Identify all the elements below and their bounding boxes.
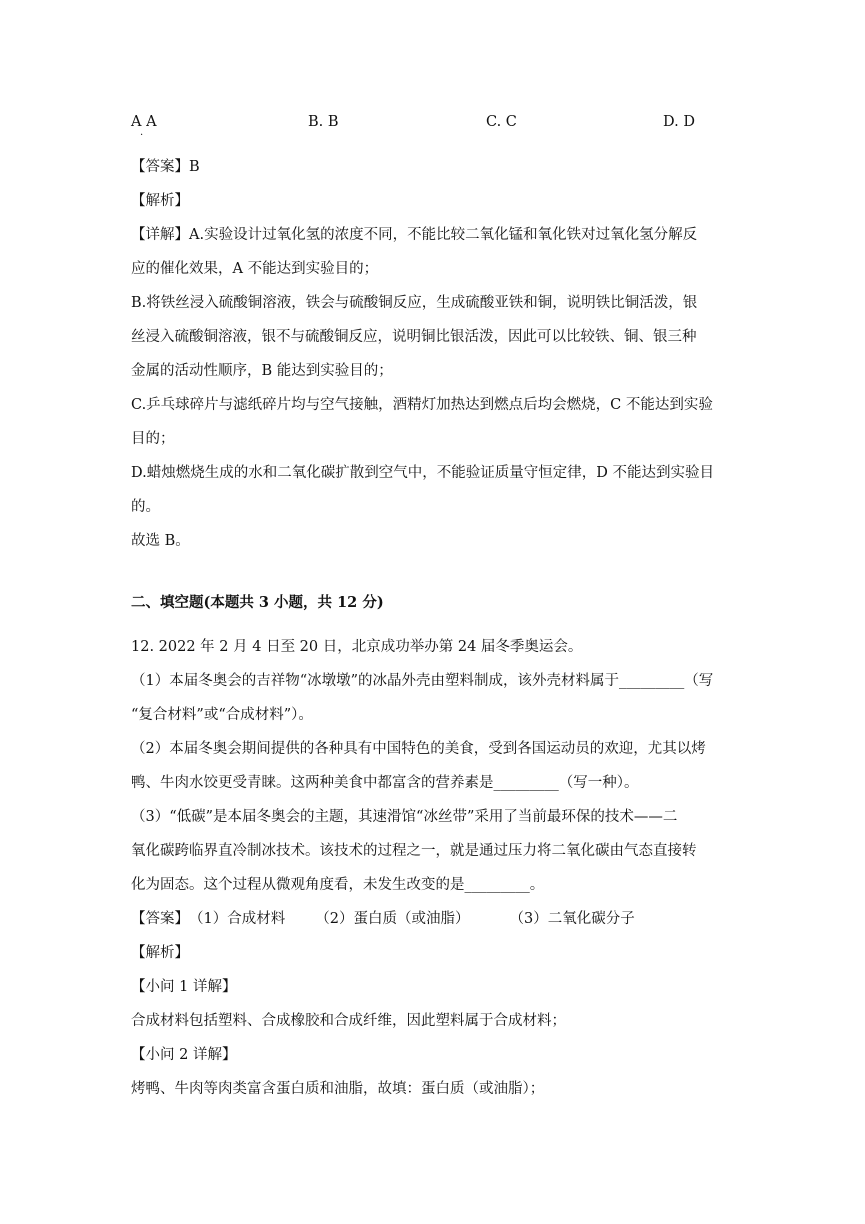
q12-line: （1）本届冬奥会的吉祥物“冰墩墩”的冰晶外壳由塑料制成，该外壳材料属于_________（写: [131, 673, 714, 689]
q12-stem: 12. 2022 年 2 月 4 日至 20 日，北京成功举办第 24 届冬季奥运会。: [131, 639, 583, 655]
q11-analysis-line: 丝浸入硫酸铜溶液，银不与硫酸铜反应，说明铜比银活泼，因此可以比较铁、铜、银三种: [131, 329, 697, 345]
q11-analysis-line: D.蜡烛燃烧生成的水和二氧化碳扩散到空气中，不能验证质量守恒定律，D 不能达到实验目: [131, 465, 714, 481]
q12-line: 鸭、牛肉水饺更受青睐。这两种美食中都富含的营养素是_________（写一种）。: [131, 775, 639, 791]
q12-line: “复合材料”或“合成材料”）。: [131, 707, 313, 723]
option-a: A A: [131, 114, 157, 130]
q11-analysis-line: 【详解】A.实验设计过氧化氢的浓度不同，不能比较二氧化锰和氧化铁对过氧化氢分解反: [131, 227, 698, 243]
q11-answer: 【答案】B: [131, 159, 200, 175]
option-b: B. B: [308, 114, 339, 130]
q12-line: 氧化碳跨临界直冷制冰技术。该技术的过程之一，就是通过压力将二氧化碳由气态直接转: [131, 843, 697, 859]
q12-line: 化为固态。这个过程从微观角度看，未发生改变的是_________。: [131, 877, 545, 893]
q11-analysis-line: C.乒乓球碎片与滤纸碎片均与空气接触，酒精灯加热达到燃点后均会燃烧，C 不能达到实验: [131, 397, 713, 413]
section-title: 二、填空题(本题共 3 小题，共 12 分): [131, 594, 384, 611]
option-c: C. C: [486, 114, 517, 130]
option-d: D. D: [663, 114, 695, 130]
q12-answer-3: （3）二氧化碳分子: [509, 911, 635, 927]
q12-answer-row: [131, 909, 741, 929]
q11-analysis-line: 的。: [131, 499, 160, 515]
q12-answer-2: （2）蛋白质（或油脂）: [315, 911, 470, 927]
q11-analysis-line: 目的；: [131, 431, 175, 447]
q11-conclusion: 故选 B。: [131, 533, 190, 549]
q12-line: （2）本届冬奥会期间提供的各种具有中国特色的美食，受到各国运动员的欢迎，尤其以烤: [131, 741, 706, 757]
q12-sub1-heading: 【小问 1 详解】: [131, 979, 237, 995]
q11-analysis-line: 应的催化效果，A 不能达到实验目的；: [131, 261, 379, 277]
q12-sub2-heading: 【小问 2 详解】: [131, 1047, 237, 1063]
q11-analysis-line: B.将铁丝浸入硫酸铜溶液，铁会与硫酸铜反应，生成硫酸亚铁和铜，说明铁比铜活泼，银: [131, 295, 698, 311]
q12-line: （3）“低碳”是本届冬奥会的主题，其速滑馆“冰丝带”采用了当前最环保的技术——二: [131, 809, 678, 825]
q12-answer-label: 【答案】: [131, 911, 189, 927]
q12-sub1-text: 合成材料包括塑料、合成橡胶和合成纤维，因此塑料属于合成材料；: [131, 1013, 566, 1029]
q12-answer-1: （1）合成材料: [189, 911, 286, 927]
q12-analysis-heading: 【解析】: [131, 945, 189, 961]
option-a-dot: .: [140, 127, 144, 138]
q12-sub2-text: 烤鸭、牛肉等肉类富含蛋白质和油脂，故填：蛋白质（或油脂）；: [131, 1081, 545, 1097]
q11-analysis-line: 金属的活动性顺序，B 能达到实验目的；: [131, 363, 393, 379]
q11-analysis-heading: 【解析】: [131, 193, 189, 209]
